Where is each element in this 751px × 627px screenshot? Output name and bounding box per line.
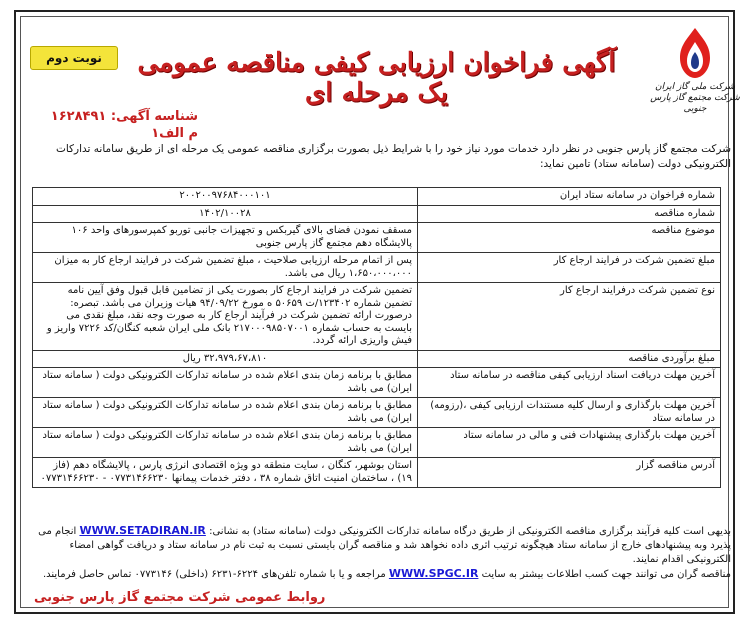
footer-text: مناقصه گران می توانند جهت کسب اطلاعات بیشتر به سایت	[481, 569, 731, 580]
table-value-cell: استان بوشهر، کنگان ، سایت منطقه دو ویژه اقتصادی انرژی پارس ، پالایشگاه دهم (فاز ۱۹) ، ساختمان امنیت اتاق شماره ۳۸ ، دفتر خدمات پیمانها ۰۷۷۳۱۴۶۶۲۳۰ - ۰۷۷۳۱۴۶۶۲۳۰	[33, 458, 418, 488]
footer-notes	[30, 524, 731, 582]
table-key-cell: شماره مناقصه	[418, 205, 721, 223]
logo-caption-2: شرکت مجتمع گاز پارس جنوبی	[650, 93, 740, 114]
table-key-cell: مبلغ تضمین شرکت در فرایند ارجاع کار	[418, 253, 721, 283]
tender-details-table	[32, 187, 721, 488]
table-value-cell: ۱۴۰۲/۱۰۰۲۸	[33, 205, 418, 223]
table-key-cell: آدرس مناقصه گزار	[418, 458, 721, 488]
notice-id-label: شناسه آگهی: ۱۶۲۸۴۹۱	[50, 109, 198, 124]
table-key-cell: شماره فراخوان در سامانه ستاد ایران	[418, 188, 721, 206]
footer-text: انجام می پذیرد وبه پیشنهادهای خارج از سامانه ستاد هیچگونه ترتیب اثری داده نخواهد شد و مناقصه گران بایستی نسبت به ثبت نام در سامانه ستاد و دریافت گواهی امضاء الکترونیکی اقدام نمایند.	[38, 526, 731, 565]
table-value-cell: پس از اتمام مرحله ارزیابی صلاحیت ، مبلغ تضمین شرکت در فرایند ارجاع کار به میزان ۱،۶۵۰،۰۰۰،۰۰۰ ریال می باشد.	[33, 253, 418, 283]
table-key-cell: مبلغ برآوردی مناقصه	[418, 350, 721, 368]
setadiran-link[interactable]: WWW.SETADIRAN.IR	[79, 524, 206, 537]
table-value-cell: مسقف نمودن فضای بالای گیربکس و تجهیزات جانبی توربو کمپرسورهای واحد ۱۰۶ پالایشگاه دهم مجتمع گاز پارس جنوبی	[33, 223, 418, 253]
logo-caption-1: شرکت ملی گاز ایران	[655, 82, 735, 92]
flame-logo-icon	[666, 24, 724, 82]
spgc-link[interactable]: WWW.SPGC.IR	[388, 567, 479, 580]
table-value-cell: مطابق با برنامه زمان بندی اعلام شده در سامانه تدارکات الکترونیکی دولت ( سامانه ستاد ایران) می باشد	[33, 368, 418, 398]
table-value-cell: ۲۰۰۲۰۰۹۷۶۸۴۰۰۰۱۰۱	[33, 188, 418, 206]
table-row	[33, 223, 721, 253]
footer-paragraph-1	[30, 524, 731, 567]
table-row	[33, 428, 721, 458]
table-value-cell: تضمین شرکت در فرایند ارجاع کار بصورت یکی از تضامین قابل قبول وفق آیین نامه تضمین شماره ۱۲۳۴۰۲/ت ۵۰۶۵۹ ه مورخ ۹۴/۰۹/۲۲ هیات وزیران می باشد. تبصره: درصورت ارائه تضمین شرکت در فرآیند ارجاع کار به صورت وجه نقد، مبلغ نقدی می بایست به حساب شماره ۲۱۷۰۰۰۹۸۵۰۷۰۰۱ بانک ملی ایران شعبه کنگان/کد ۷۲۲۶ واریز و فیش واریزی ارائه گردد.	[33, 283, 418, 351]
table-key-cell: آخرین مهلت بارگذاری پیشنهادات فنی و مالی در سامانه ستاد	[418, 428, 721, 458]
table-row	[33, 283, 721, 351]
table-row	[33, 458, 721, 488]
table-key-cell: موضوع مناقصه	[418, 223, 721, 253]
intro-paragraph: شرکت مجتمع گاز پارس جنوبی در نظر دارد خدمات مورد نیاز خود را با شرایط ذیل بصورت برگزاری مناقصه عمومی یک مرحله ای از طریق سامانه تدارکات الکترونیکی دولت (سامانه ستاد) تامین نماید:	[55, 143, 731, 170]
table-row	[33, 188, 721, 206]
table-key-cell: نوع تضمین شرکت درفرایند ارجاع کار	[418, 283, 721, 351]
table-row	[33, 253, 721, 283]
footer-paragraph-2	[30, 567, 731, 582]
table-row	[33, 205, 721, 223]
footer-text: بدیهی است کلیه فرآیند برگزاری مناقصه الکترونیکی از طریق درگاه سامانه تدارکات الکترونیکی دولت (سامانه ستاد) به نشانی:	[209, 526, 731, 537]
round-badge: نوبت دوم	[30, 46, 118, 70]
table-value-cell: مطابق با برنامه زمان بندی اعلام شده در سامانه تدارکات الکترونیکی دولت ( سامانه ستاد ایران) می باشد	[33, 428, 418, 458]
notice-id	[28, 108, 198, 142]
company-logo	[649, 24, 741, 116]
table-row	[33, 350, 721, 368]
table-key-cell: آخرین مهلت دریافت اسناد ارزیابی کیفی مناقصه در سامانه ستاد	[418, 368, 721, 398]
public-relations-signature: روابط عمومی شرکت مجتمع گاز پارس جنوبی	[34, 590, 326, 605]
page-title: آگهی فراخوان ارزیابی کیفی مناقصه عمومی یک مرحله ای	[137, 48, 616, 108]
table-value-cell: ۳۲،۹۷۹،۶۷،۸۱۰ ریال	[33, 350, 418, 368]
notice-code: م الف۱	[151, 126, 198, 141]
table-value-cell: مطابق با برنامه زمان بندی اعلام شده در سامانه تدارکات الکترونیکی دولت ( سامانه ستاد ایران) می باشد	[33, 398, 418, 428]
table-row	[33, 368, 721, 398]
table-row	[33, 398, 721, 428]
footer-text: مراجعه و یا با شماره تلفن‌های ۶۲۲۴-۶۲۳۱ (داخلی) ۰۷۷۳۱۴۶ تماس حاصل فرمایند.	[42, 569, 386, 580]
table-key-cell: آخرین مهلت بارگذاری و ارسال کلیه مستندات ارزیابی کیفی ،(رزومه) در سامانه ستاد	[418, 398, 721, 428]
